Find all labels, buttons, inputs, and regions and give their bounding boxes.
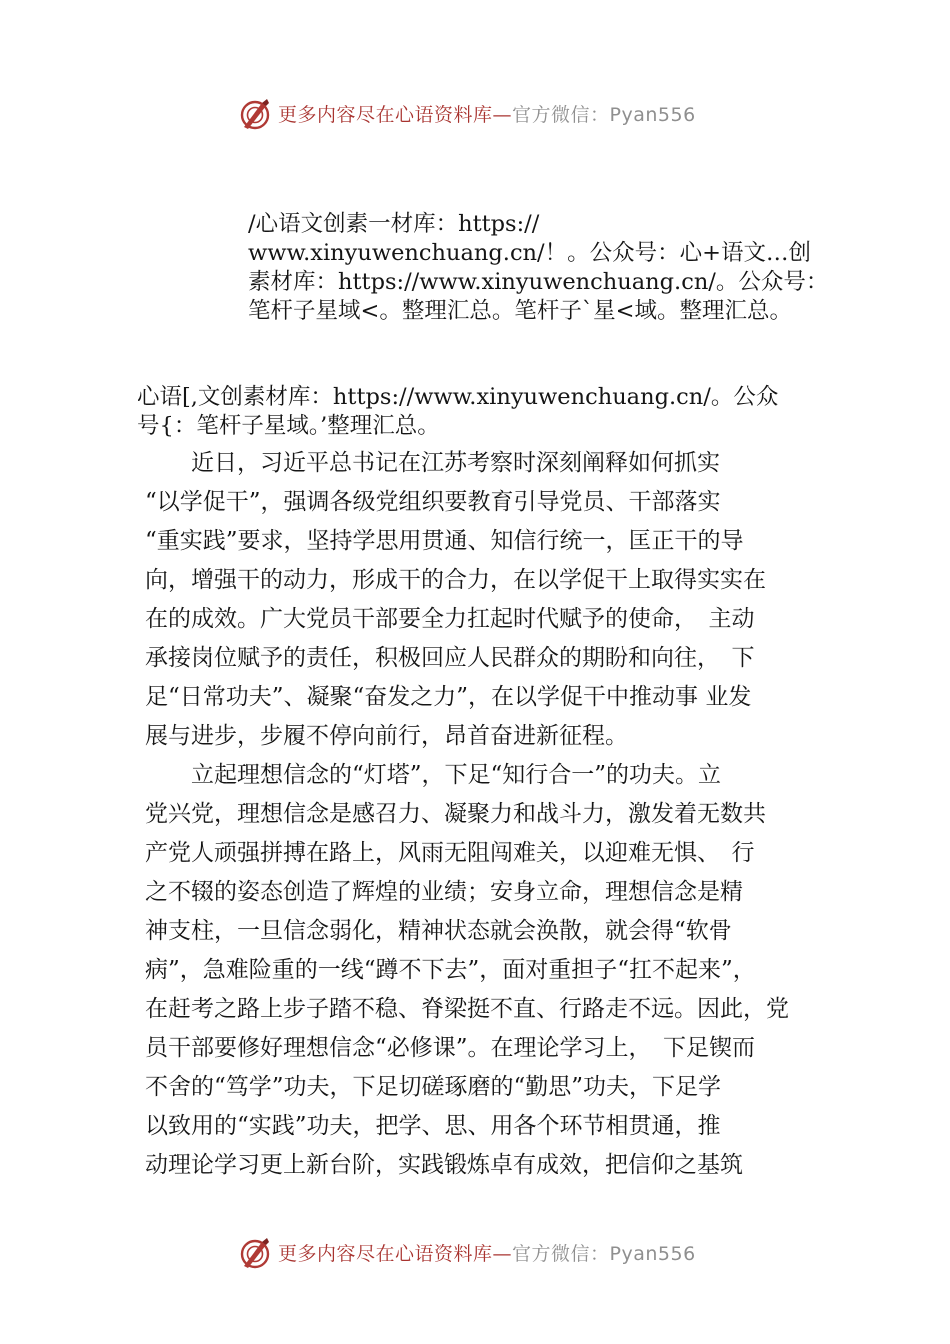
body-line: 不舍的“笃学”功夫，下足切磋琢磨的“勤思”功夫，下足学 <box>145 1074 722 1100</box>
body-line: 立起理想信念的“灯塔”，下足“知行合一”的功夫。立 <box>145 762 722 788</box>
body-line: 展与进步，步履不停向前行，昂首奋进新征程。 <box>145 723 628 749</box>
body-line: 神支柱，一旦信念弱化，精神状态就会涣散，就会得“软骨 <box>145 918 732 944</box>
pen-logo-icon <box>238 1236 272 1270</box>
body-line: “以学促干”，强调各级党组织要教育引导党员、干部落实 <box>145 489 721 515</box>
header-watermark-banner <box>0 95 950 135</box>
body-line: 员干部要修好理想信念“必修课”。在理论学习上， 下足锲而 <box>145 1035 756 1061</box>
wechat-label: 官方微信： <box>512 1243 610 1265</box>
source-line: /心语文创素一材库：https:// <box>248 211 540 237</box>
wechat-id: Pyan556 <box>609 1243 696 1265</box>
footer-watermark-banner <box>0 1234 950 1274</box>
watermark-text <box>278 101 696 129</box>
body-line: 近日，习近平总书记在江苏考察时深刻阐释如何抓实 <box>145 450 720 476</box>
body-line: 在赶考之路上步子踏不稳、脊梁挺不直、行路走不远。因此，党 <box>145 996 789 1022</box>
body-line: 动理论学习更上新台阶，实践锻炼卓有成效，把信仰之基筑 <box>145 1152 743 1178</box>
body-line: 承接岗位赋予的责任，积极回应人民群众的期盼和向往， 下 <box>145 645 755 671</box>
body-line: 向，增强干的动力，形成干的合力，在以学促干上取得实实在 <box>145 567 766 593</box>
source-line: 号{：笔杆子星域。’整理汇总。 <box>137 413 440 439</box>
body-line: 产党人顽强拼搏在路上，风雨无阻闯难关，以迎难无惧、 行 <box>145 840 755 866</box>
body-line: 党兴党，理想信念是感召力、凝聚力和战斗力，激发着无数共 <box>145 801 766 827</box>
body-line: 在的成效。广大党员干部要全力扛起时代赋予的使命， 主动 <box>145 606 755 632</box>
source-line: 心语[,文创素材库：https://www.xinyuwenchuang.cn/。公众 <box>137 384 779 410</box>
watermark-text <box>278 1240 696 1268</box>
wechat-id: Pyan556 <box>609 104 696 126</box>
watermark-promo: 更多内容尽在心语资料库— <box>278 104 513 126</box>
body-line: 以致用的“实践”功夫，把学、思、用各个环节相贯通，推 <box>145 1113 721 1139</box>
pen-logo-icon <box>238 97 272 131</box>
watermark-promo: 更多内容尽在心语资料库— <box>278 1243 513 1265</box>
source-line: www.xinyuwenchuang.cn/！。公众号：心+语文…创 <box>248 240 811 266</box>
wechat-label: 官方微信： <box>512 104 610 126</box>
source-line: 素材库：https://www.xinyuwenchuang.cn/。公众号： <box>248 269 829 295</box>
body-line: 足“日常功夫”、凝聚“奋发之力”，在以学促干中推动事 业发 <box>145 684 752 710</box>
body-line: “重实践”要求，坚持学思用贯通、知信行统一，匡正干的导 <box>145 528 744 554</box>
source-line: 笔杆子星域<。整理汇总。笔杆子`星<域。整理汇总。 <box>248 298 792 324</box>
body-line: 病”，急难险重的一线“蹲不下去”，面对重担子“扛不起来”， <box>145 957 756 983</box>
body-line: 之不辍的姿态创造了辉煌的业绩；安身立命，理想信念是精 <box>145 879 743 905</box>
